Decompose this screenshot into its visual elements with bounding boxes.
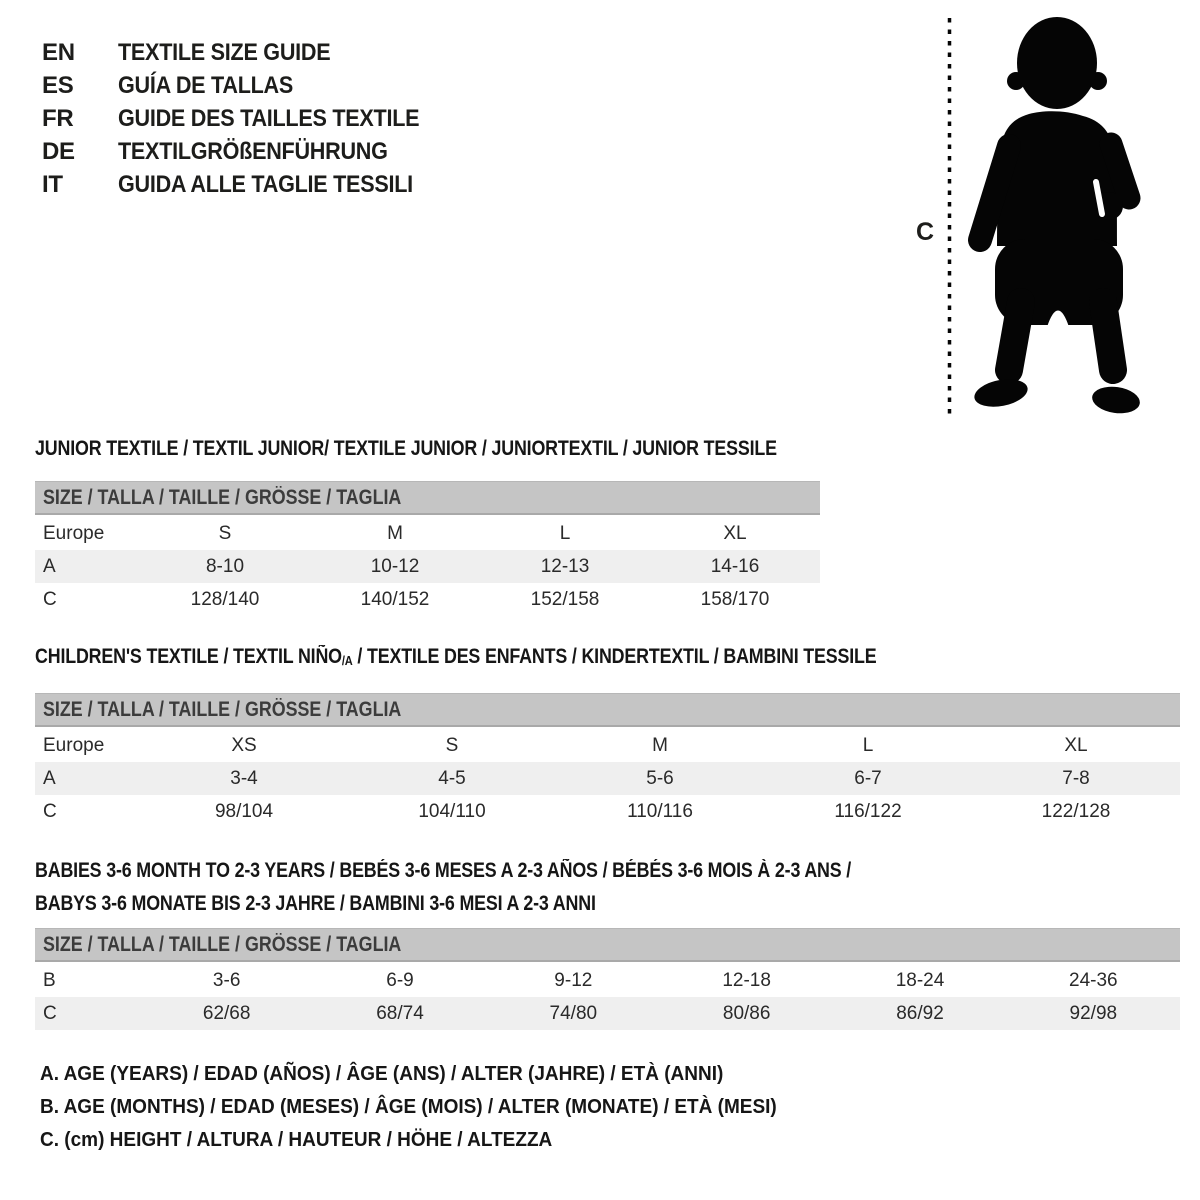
- table-cell: 6-9: [386, 969, 414, 991]
- table-cell: L: [559, 522, 571, 544]
- language-code: FR: [42, 105, 74, 132]
- table-cell: 74/80: [549, 1002, 598, 1024]
- table-cell: 128/140: [190, 588, 260, 610]
- table-cell: XL: [1064, 734, 1088, 756]
- table-cell: XL: [723, 522, 747, 544]
- table-cell: 152/158: [530, 588, 600, 610]
- table-cell: 140/152: [360, 588, 430, 610]
- guide-title: TEXTILGRÖßENFÜHRUNG: [118, 138, 388, 165]
- table-cell: 158/170: [700, 588, 770, 610]
- table-cell: 62/68: [202, 1002, 251, 1024]
- guide-title: GUIDE DES TAILLES TEXTILE: [118, 105, 420, 132]
- legend-age-months: B. AGE (MONTHS) / EDAD (MESES) / ÂGE (MOIS) / ALTER (MONATE) / ETÀ (MESI): [40, 1096, 777, 1118]
- guide-title: GUIDA ALLE TAGLIE TESSILI: [118, 171, 413, 198]
- row-label: B: [43, 969, 56, 991]
- section-junior-textile: [35, 436, 820, 616]
- table-cell: 122/128: [1041, 800, 1111, 822]
- height-measure-label: C: [916, 218, 935, 246]
- table-row: [35, 795, 1180, 828]
- table-cell: 98/104: [214, 800, 274, 822]
- toddler-silhouette-image: [963, 14, 1141, 418]
- row-label: C: [43, 588, 57, 610]
- table-cell: 14-16: [710, 555, 760, 577]
- language-row: [42, 102, 453, 135]
- language-row: [42, 168, 453, 201]
- size-table-children: [35, 729, 1180, 828]
- table-cell: 5-6: [646, 767, 674, 789]
- table-cell: 116/122: [834, 800, 902, 822]
- legend-block: [40, 1058, 816, 1157]
- table-cell: 18-24: [895, 969, 945, 991]
- size-header-bar: SIZE / TALLA / TAILLE / GRÖSSE / TAGLIA: [35, 481, 820, 515]
- table-cell: 8-10: [205, 555, 245, 577]
- table-row: [35, 997, 1180, 1030]
- table-cell: L: [862, 734, 874, 756]
- table-cell: M: [387, 522, 403, 544]
- table-row: [35, 762, 1180, 795]
- table-cell: 12-13: [540, 555, 590, 577]
- table-cell: 110/116: [627, 800, 693, 822]
- legend-age-years: A. AGE (YEARS) / EDAD (AÑOS) / ÂGE (ANS) / ALTER (JAHRE) / ETÀ (ANNI): [40, 1063, 724, 1085]
- row-label: A: [43, 555, 56, 577]
- section-heading: JUNIOR TEXTILE / TEXTIL JUNIOR/ TEXTILE JUNIOR / JUNIORTEXTIL / JUNIOR TESSILE: [35, 437, 777, 460]
- table-row: [35, 583, 820, 616]
- table-cell: 7-8: [1062, 767, 1090, 789]
- guide-title: GUÍA DE TALLAS: [118, 72, 294, 99]
- section-childrens-textile: [35, 644, 1180, 828]
- table-cell: 92/98: [1069, 1002, 1118, 1024]
- table-cell: S: [445, 734, 459, 756]
- language-row: [42, 135, 453, 168]
- table-cell: 3-4: [230, 767, 258, 789]
- height-dashed-line: [946, 16, 954, 418]
- table-cell: 9-12: [554, 969, 593, 991]
- language-code: EN: [42, 39, 75, 66]
- table-row: [35, 550, 820, 583]
- heading-subscript: /A: [341, 653, 353, 668]
- row-label: Europe: [43, 734, 105, 756]
- table-row: [35, 964, 1180, 997]
- size-header-bar: SIZE / TALLA / TAILLE / GRÖSSE / TAGLIA: [35, 928, 1180, 962]
- table-row: [35, 517, 820, 550]
- table-cell: S: [218, 522, 232, 544]
- table-cell: 80/86: [722, 1002, 771, 1024]
- language-title-block: [42, 36, 453, 201]
- table-cell: 4-5: [438, 767, 466, 789]
- table-cell: 86/92: [896, 1002, 944, 1024]
- language-row: [42, 69, 453, 102]
- table-cell: XS: [231, 734, 257, 756]
- table-cell: 10-12: [370, 555, 420, 577]
- section-heading: BABIES 3-6 MONTH TO 2-3 YEARS / BEBÉS 3-6 MESES A 2-3 AÑOS / BÉBÉS 3-6 MOIS À 2-3 ANS / BABYS 3-6 MONATE BIS 2-3 JAHRE / BAMBINI 3-6 MESI A 2-3 ANNI: [35, 859, 852, 915]
- legend-height-cm: C. (cm) HEIGHT / ALTURA / HAUTEUR / HÖHE / ALTEZZA: [40, 1129, 553, 1151]
- language-row: [42, 36, 453, 69]
- section-heading: CHILDREN'S TEXTILE / TEXTIL NIÑO/A / TEXTILE DES ENFANTS / KINDERTEXTIL / BAMBINI TESSILE: [35, 645, 877, 668]
- section-babies-textile: [35, 854, 1180, 1030]
- size-header-bar: SIZE / TALLA / TAILLE / GRÖSSE / TAGLIA: [35, 693, 1180, 727]
- language-code: ES: [42, 72, 74, 99]
- table-cell: 24-36: [1069, 969, 1118, 991]
- table-cell: 12-18: [722, 969, 771, 991]
- table-cell: M: [652, 734, 668, 756]
- row-label: C: [43, 800, 57, 822]
- row-label: A: [43, 767, 56, 789]
- table-cell: 104/110: [418, 800, 486, 822]
- row-label: C: [43, 1002, 57, 1024]
- table-cell: 68/74: [376, 1002, 424, 1024]
- size-table-babies: [35, 964, 1180, 1030]
- table-cell: 6-7: [854, 767, 882, 789]
- language-code: DE: [42, 138, 75, 165]
- guide-title: TEXTILE SIZE GUIDE: [118, 39, 331, 66]
- table-cell: 3-6: [212, 969, 241, 991]
- language-code: IT: [42, 171, 63, 198]
- table-row: [35, 729, 1180, 762]
- row-label: Europe: [43, 522, 105, 544]
- size-table-junior: [35, 517, 820, 616]
